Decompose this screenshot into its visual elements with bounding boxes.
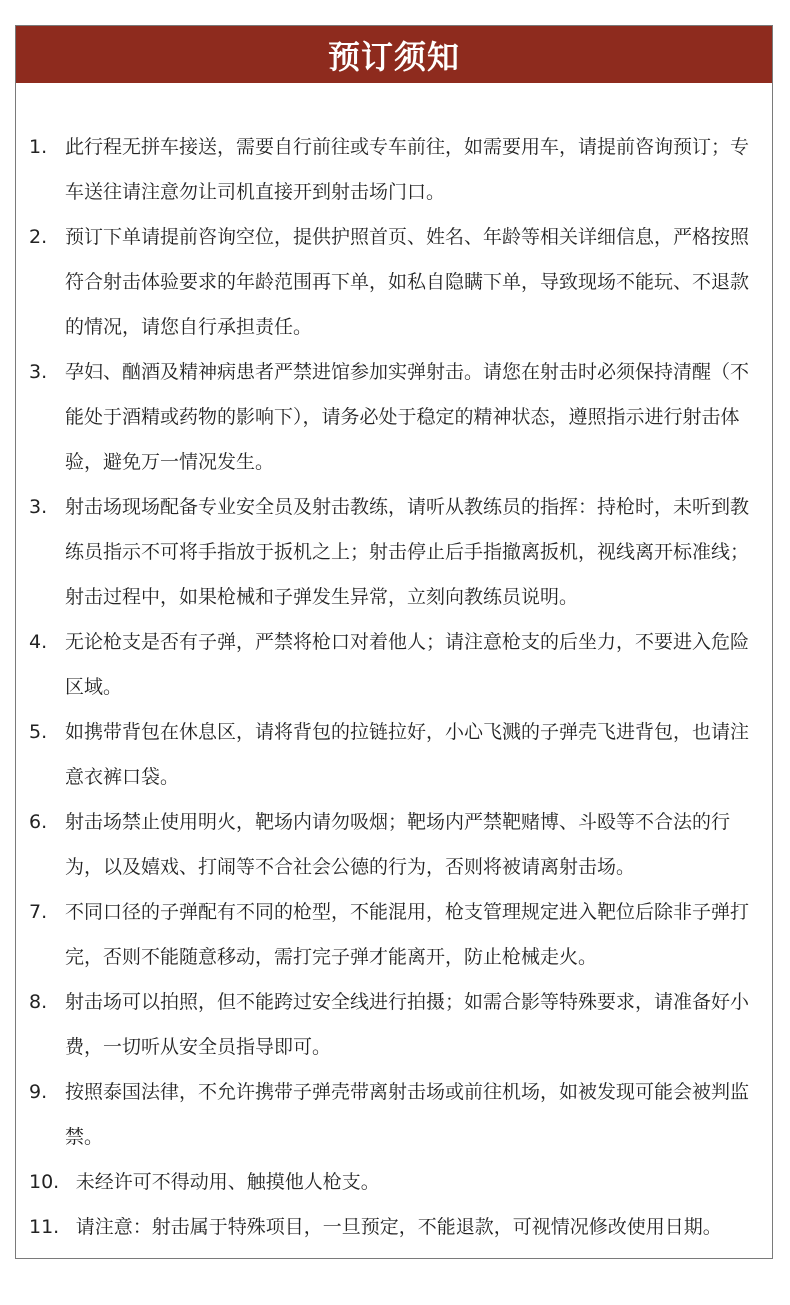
list-item [16,980,772,1070]
item-number: 2. [29,226,48,248]
item-number: 9. [29,1081,48,1103]
item-text: 射击场可以拍照，但不能跨过安全线进行拍摄；如需合影等特殊要求，请准备好小费，一切听从安全员指导即可。 [65,991,750,1058]
list-item [16,215,772,350]
item-text: 此行程无拼车接送，需要自行前往或专车前往，如需要用车，请提前咨询预订；专车送往请注意勿让司机直接开到射击场门口。 [65,136,750,203]
list-item [16,1070,772,1160]
item-text: 孕妇、酗酒及精神病患者严禁进馆参加实弹射击。请您在射击时必须保持清醒（不能处于酒精或药物的影响下），请务必处于稳定的精神状态，遵照指示进行射击体验，避免万一情况发生。 [65,361,750,473]
item-text: 未经许可不得动用、触摸他人枪支。 [75,1171,380,1193]
list-item [16,710,772,800]
item-number: 7. [29,901,48,923]
item-number: 11. [29,1216,60,1238]
item-number: 1. [29,136,48,158]
list-item [16,485,772,620]
item-number: 3. [29,361,48,383]
item-number: 10. [29,1171,60,1193]
item-text: 无论枪支是否有子弹，严禁将枪口对着他人；请注意枪支的后坐力，不要进入危险区域。 [65,631,750,698]
item-text: 射击场现场配备专业安全员及射击教练，请听从教练员的指挥：持枪时，未听到教练员指示不可将手指放于扳机之上；射击停止后手指撤离扳机，视线离开标准线；射击过程中，如果枪械和子弹发生异常，立刻向教练员说明。 [65,496,750,608]
item-text: 不同口径的子弹配有不同的枪型，不能混用，枪支管理规定进入靶位后除非子弹打完，否则不能随意移动，需打完子弹才能离开，防止枪械走火。 [65,901,750,968]
item-text: 如携带背包在休息区，请将背包的拉链拉好，小心飞溅的子弹壳飞进背包，也请注意衣裤口袋。 [65,721,750,788]
list-item [16,1205,772,1250]
item-text: 请注意：射击属于特殊项目，一旦预定，不能退款，可视情况修改使用日期。 [75,1216,722,1238]
item-number: 8. [29,991,48,1013]
item-number: 6. [29,811,48,833]
item-number: 5. [29,721,48,743]
item-text: 按照泰国法律，不允许携带子弹壳带离射击场或前往机场，如被发现可能会被判监禁。 [65,1081,750,1148]
notice-panel [15,25,773,1259]
item-number: 3. [29,496,48,518]
item-text: 预订下单请提前咨询空位，提供护照首页、姓名、年龄等相关详细信息，严格按照符合射击体验要求的年龄范围再下单，如私自隐瞒下单，导致现场不能玩、不退款的情况，请您自行承担责任。 [65,226,750,338]
item-number: 4. [29,631,48,653]
header-bar [16,26,772,83]
notes-list [16,83,772,1250]
list-item [16,350,772,485]
item-text: 射击场禁止使用明火，靶场内请勿吸烟；靶场内严禁靶赌博、斗殴等不合法的行为，以及嬉戏、打闹等不合社会公德的行为，否则将被请离射击场。 [65,811,731,878]
list-item [16,125,772,215]
list-item [16,620,772,710]
list-item [16,800,772,890]
list-item [16,1160,772,1205]
list-item [16,890,772,980]
page-title: 预订须知 [327,37,460,76]
